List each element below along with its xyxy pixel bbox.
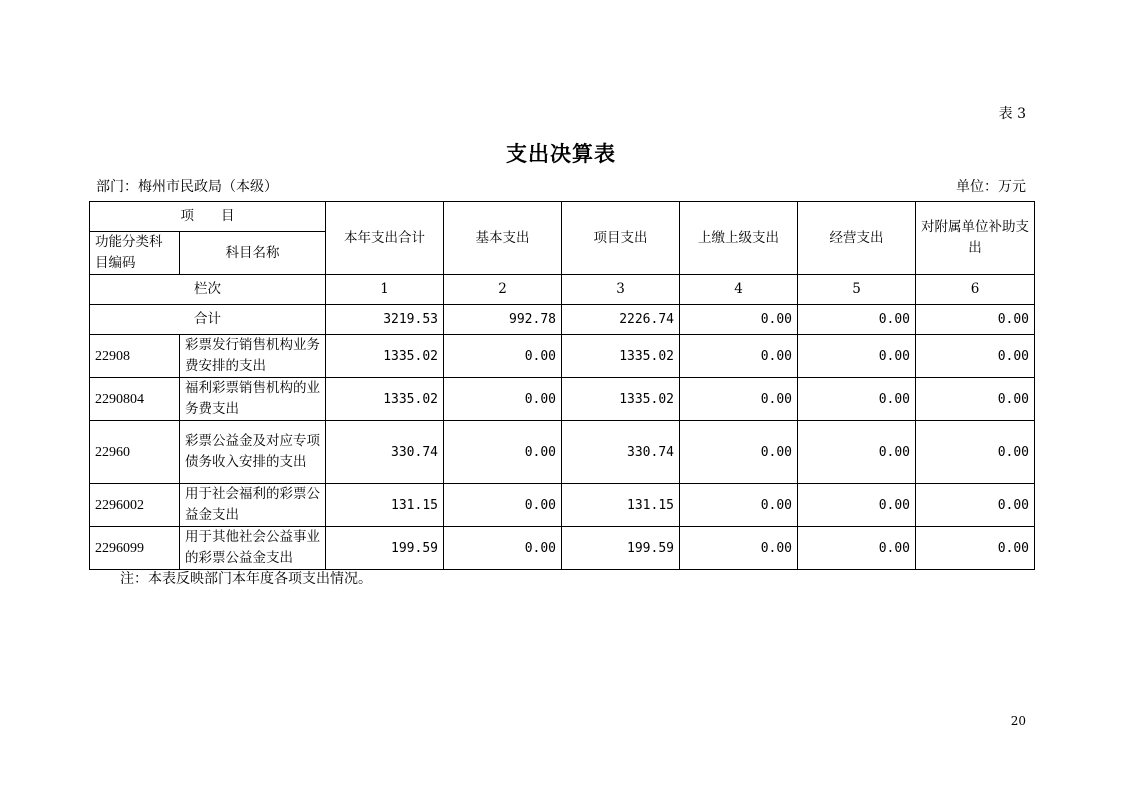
header-row-1 (90, 202, 1035, 232)
header-func-code: 功能分类科目编码 (90, 232, 180, 275)
row-value: 0.00 (916, 527, 1035, 570)
row-code: 22960 (90, 421, 180, 484)
department-label: 部门：梅州市民政局（本级） (96, 179, 278, 195)
row-value: 199.59 (326, 527, 444, 570)
header-subject-name: 科目名称 (180, 232, 326, 275)
row-code: 2296099 (90, 527, 180, 570)
row-value: 330.74 (562, 421, 680, 484)
column-num: 1 (326, 275, 444, 305)
total-value: 0.00 (680, 305, 798, 335)
total-value: 992.78 (444, 305, 562, 335)
row-value: 0.00 (680, 335, 798, 378)
row-value: 330.74 (326, 421, 444, 484)
row-value: 0.00 (916, 335, 1035, 378)
table-row (90, 527, 1035, 570)
total-value: 3219.53 (326, 305, 444, 335)
row-value: 0.00 (916, 484, 1035, 527)
row-value: 131.15 (562, 484, 680, 527)
row-value: 1335.02 (326, 335, 444, 378)
header-total: 本年支出合计 (326, 202, 444, 275)
row-value: 0.00 (444, 335, 562, 378)
table-row (90, 378, 1035, 421)
page-title: 支出决算表 (506, 141, 616, 166)
column-num: 2 (444, 275, 562, 305)
row-value: 0.00 (916, 421, 1035, 484)
column-number-row (90, 275, 1035, 305)
table-row (90, 335, 1035, 378)
column-num: 4 (680, 275, 798, 305)
unit-label: 单位：万元 (956, 179, 1026, 195)
header-basic: 基本支出 (444, 202, 562, 275)
row-name: 彩票发行销售机构业务费安排的支出 (180, 335, 326, 378)
header-business: 经营支出 (798, 202, 916, 275)
header-upper: 上缴上级支出 (680, 202, 798, 275)
total-row (90, 305, 1035, 335)
row-name: 彩票公益金及对应专项债务收入安排的支出 (180, 421, 326, 484)
row-code: 22908 (90, 335, 180, 378)
row-value: 0.00 (798, 335, 916, 378)
footnote: 注：本表反映部门本年度各项支出情况。 (120, 571, 372, 587)
table-row (90, 421, 1035, 484)
row-code: 2296002 (90, 484, 180, 527)
header-subsidy: 对附属单位补助支出 (916, 202, 1035, 275)
row-value: 1335.02 (562, 335, 680, 378)
column-num: 6 (916, 275, 1035, 305)
row-value: 131.15 (326, 484, 444, 527)
table-label: 表 3 (998, 106, 1026, 122)
row-value: 0.00 (444, 421, 562, 484)
row-value: 1335.02 (326, 378, 444, 421)
row-value: 0.00 (444, 378, 562, 421)
row-value: 0.00 (680, 527, 798, 570)
total-value: 2226.74 (562, 305, 680, 335)
table-row (90, 484, 1035, 527)
row-name: 用于社会福利的彩票公益金支出 (180, 484, 326, 527)
row-value: 0.00 (680, 378, 798, 421)
row-name: 福利彩票销售机构的业务费支出 (180, 378, 326, 421)
total-value: 0.00 (798, 305, 916, 335)
total-label: 合计 (90, 305, 326, 335)
row-value: 0.00 (798, 378, 916, 421)
row-name: 用于其他社会公益事业的彩票公益金支出 (180, 527, 326, 570)
row-value: 0.00 (798, 421, 916, 484)
row-value: 0.00 (798, 527, 916, 570)
row-value: 0.00 (444, 527, 562, 570)
row-value: 0.00 (680, 484, 798, 527)
column-num: 3 (562, 275, 680, 305)
row-value: 0.00 (798, 484, 916, 527)
row-value: 199.59 (562, 527, 680, 570)
row-value: 0.00 (916, 378, 1035, 421)
total-value: 0.00 (916, 305, 1035, 335)
expenditure-table (89, 201, 1035, 570)
header-project-expense: 项目支出 (562, 202, 680, 275)
row-value: 0.00 (444, 484, 562, 527)
column-num: 5 (798, 275, 916, 305)
column-row-label: 栏次 (90, 275, 326, 305)
page-number: 20 (1010, 714, 1026, 728)
row-value: 0.00 (680, 421, 798, 484)
header-project: 项 目 (90, 202, 326, 232)
row-code: 2290804 (90, 378, 180, 421)
row-value: 1335.02 (562, 378, 680, 421)
